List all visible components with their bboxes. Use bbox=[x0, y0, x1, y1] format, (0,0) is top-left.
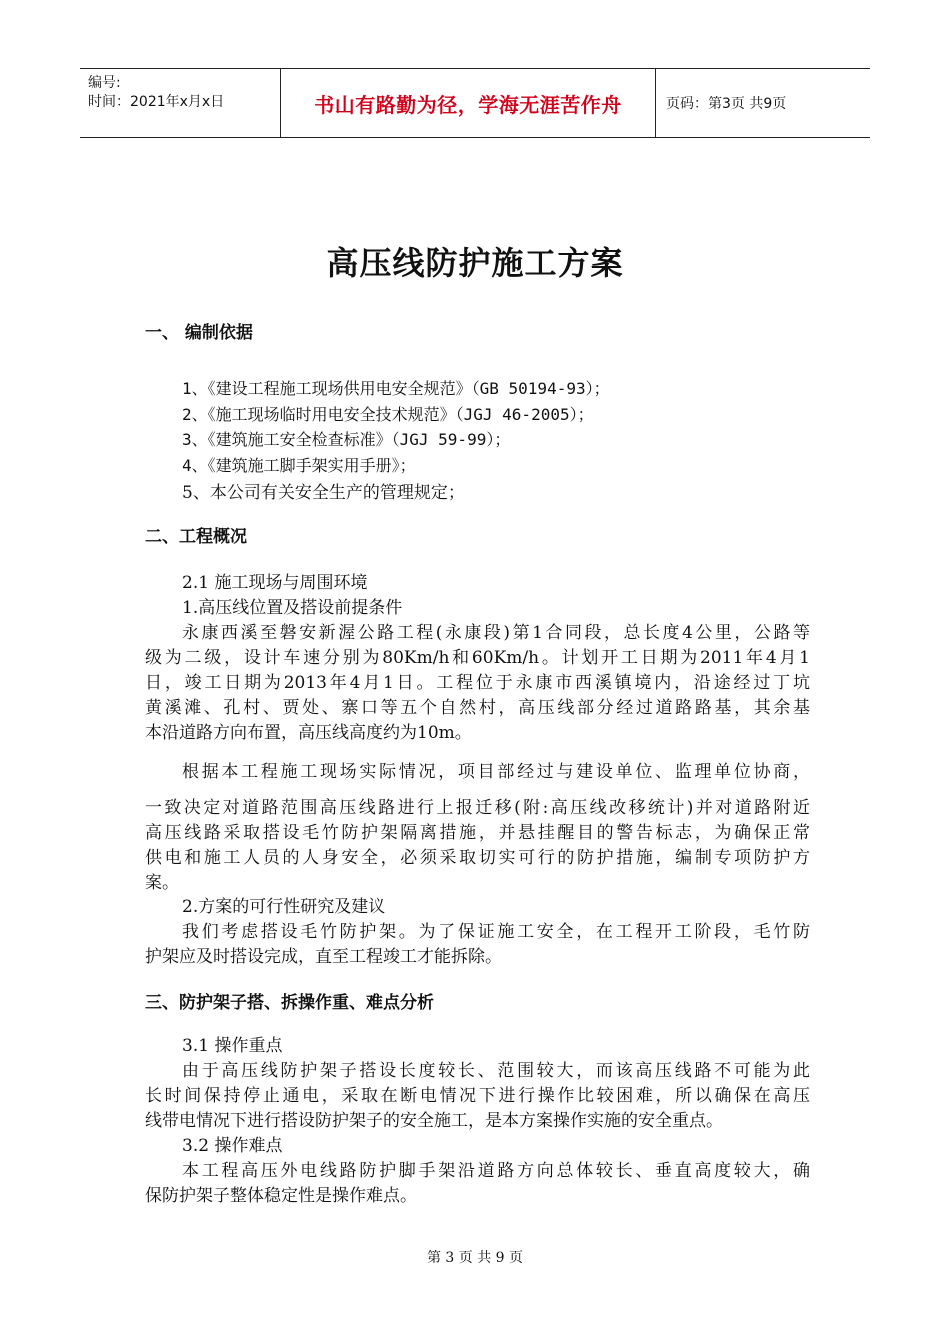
paragraph-line: 黄溪滩、孔村、贾处、寨口等五个自然村，高压线部分经过道路路基，其余基 bbox=[145, 698, 810, 718]
date-label: 时间：2021年x月x日 bbox=[88, 94, 225, 110]
paragraph-line: 日，竣工日期为2013年4月1日。工程位于永康市西溪镇境内，沿途经过丁坑 bbox=[145, 673, 810, 693]
paragraph-line: 我们考虑搭设毛竹防护架。为了保证施工安全，在工程开工阶段，毛竹防 bbox=[182, 922, 810, 942]
paragraph-line: 本工程高压外电线路防护脚手架沿道路方向总体较长、垂直高度较大，确 bbox=[182, 1161, 810, 1181]
paragraph-line: 由于高压线防护架子搭设长度较长、范围较大，而该高压线路不可能为此 bbox=[182, 1061, 810, 1081]
reference-item: 3、《建筑施工安全检查标准》（JGJ 59-99）； bbox=[182, 430, 511, 449]
paragraph-line: 护架应及时搭设完成，直至工程竣工才能拆除。 bbox=[145, 947, 502, 967]
motto-text: 书山有路勤为径，学海无涯苦作舟 bbox=[314, 92, 622, 117]
page-info: 页码：第3页 共9页 bbox=[666, 96, 787, 112]
paragraph-line: 供电和施工人员的人身安全，必须采取切实可行的防护措施，编制专项防护方 bbox=[145, 848, 810, 868]
header-motto-cell bbox=[280, 69, 656, 137]
page-header bbox=[80, 68, 870, 138]
paragraph-line: 保防护架子整体稳定性是操作难点。 bbox=[145, 1186, 417, 1206]
paragraph-line: 本沿道路方向布置，高压线高度约为10m。 bbox=[145, 723, 472, 743]
subsection-heading: 3.2 操作难点 bbox=[182, 1136, 283, 1156]
reference-item: 2、《施工现场临时用电安全技术规范》（JGJ 46-2005）； bbox=[182, 405, 594, 424]
section3-heading: 三、防护架子搭、拆操作重、难点分析 bbox=[145, 993, 434, 1013]
subsection-heading: 2.1 施工现场与周围环境 bbox=[182, 573, 368, 593]
document-title: 高压线防护施工方案 bbox=[326, 244, 624, 282]
number-label: 编号: bbox=[88, 75, 121, 91]
reference-item: 5、本公司有关安全生产的管理规定； bbox=[182, 483, 465, 503]
reference-item: 1、《建设工程施工现场供用电安全规范》（GB 50194-93）； bbox=[182, 379, 610, 398]
reference-item: 4、《建筑施工脚手架实用手册》； bbox=[182, 456, 416, 475]
header-meta bbox=[80, 69, 280, 137]
paragraph-line: 线带电情况下进行搭设防护架子的安全施工，是本方案操作实施的安全重点。 bbox=[145, 1111, 723, 1131]
paragraph-line: 一致决定对道路范围高压线路进行上报迁移(附:高压线改移统计)并对道路附近 bbox=[145, 798, 810, 818]
section1-heading: 一、 编制依据 bbox=[145, 323, 253, 343]
paragraph-line: 案。 bbox=[145, 873, 179, 893]
subsection-heading: 1.高压线位置及搭设前提条件 bbox=[182, 598, 403, 618]
paragraph-line: 根据本工程施工现场实际情况，项目部经过与建设单位、监理单位协商， bbox=[182, 762, 810, 782]
paragraph-line: 高压线路采取搭设毛竹防护架隔离措施，并悬挂醒目的警告标志，为确保正常 bbox=[145, 823, 810, 843]
subsection-heading: 2.方案的可行性研究及建议 bbox=[182, 897, 386, 917]
paragraph-line: 长时间保持停止通电，采取在断电情况下进行操作比较困难，所以确保在高压 bbox=[145, 1086, 810, 1106]
subsection-heading: 3.1 操作重点 bbox=[182, 1036, 283, 1056]
section2-heading: 二、工程概况 bbox=[145, 527, 247, 547]
paragraph-line: 永康西溪至磐安新渥公路工程(永康段)第1合同段，总长度4公里，公路等 bbox=[182, 623, 810, 643]
header-page-info-cell bbox=[656, 69, 870, 137]
paragraph-line: 级为二级，设计车速分别为80Km/h和60Km/h。计划开工日期为2011年4月1 bbox=[145, 648, 810, 668]
page-footer: 第 3 页 共 9 页 bbox=[426, 1250, 524, 1266]
